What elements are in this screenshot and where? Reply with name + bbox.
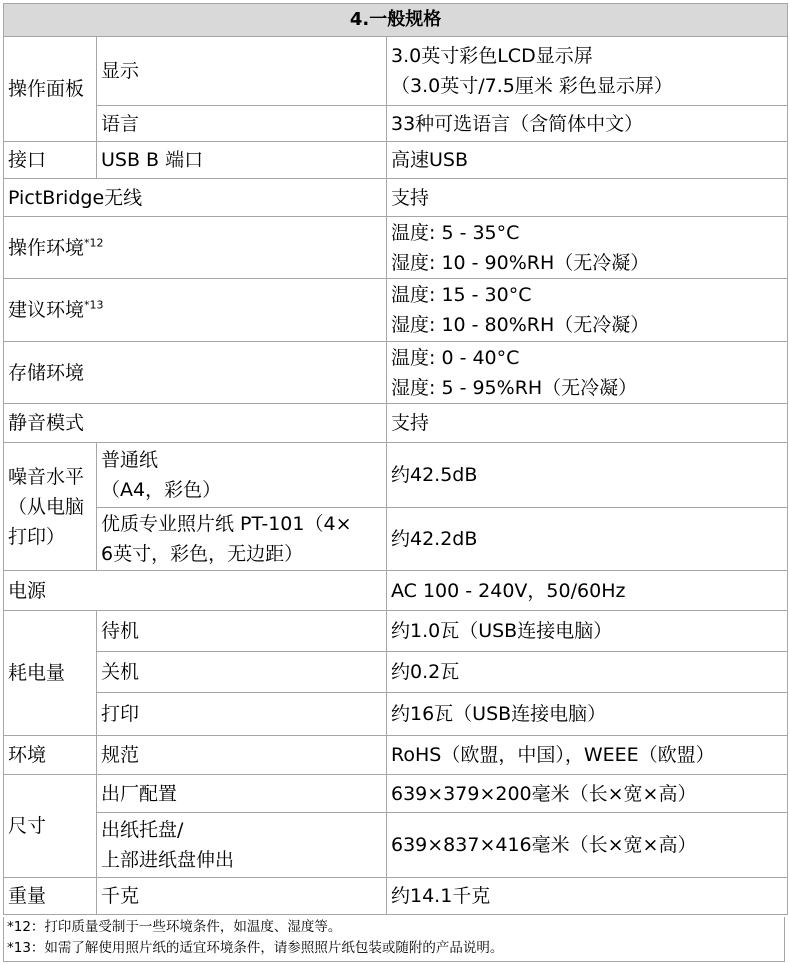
pictbridge-value: 支持 [387, 179, 788, 217]
pictbridge-label: PictBridge无线 [4, 179, 387, 217]
noise-label-line1: 噪音水平 [8, 465, 85, 488]
language-value: 33种可选语言（含简体中文） [387, 106, 788, 142]
environment-sub: 规范 [97, 736, 387, 775]
recommended-env-note-ref: *13 [84, 298, 104, 312]
interface-sub: USB B 端口 [97, 142, 387, 179]
size-label: 尺寸 [4, 775, 97, 878]
operating-env-note-ref: *12 [84, 236, 104, 250]
language-label: 语言 [97, 106, 387, 142]
weight-sub: 千克 [97, 878, 387, 915]
interface-label: 接口 [4, 142, 97, 179]
factory-value: 639×379×200毫米（长×宽×高） [387, 775, 788, 813]
environment-value: RoHS（欧盟，中国），WEEE（欧盟） [387, 736, 788, 775]
display-label: 显示 [97, 37, 387, 106]
print-label: 打印 [97, 693, 387, 736]
weight-label: 重量 [4, 878, 97, 915]
display-value-line2: （3.0英寸/7.5厘米 彩色显示屏） [391, 75, 673, 97]
footnote-13: *13：如需了解使用照片纸的适宜环境条件，请参照照片纸包装或随附的产品说明。 [7, 940, 504, 956]
plain-paper-line2: （A4，彩色） [101, 479, 222, 501]
storage-env-value [387, 342, 788, 404]
operating-env-temp: 温度: 5 - 35°C [391, 221, 520, 244]
photo-paper-line1: 优质专业照片纸 PT-101（4× [101, 513, 352, 535]
plain-paper-label [97, 443, 387, 508]
power-label: 电源 [4, 571, 387, 611]
tray-value: 639×837×416毫米（长×宽×高） [387, 813, 788, 878]
off-label: 关机 [97, 652, 387, 693]
interface-value: 高速USB [387, 142, 788, 179]
photo-paper-line2: 6英寸，彩色，无边距） [101, 543, 304, 565]
plain-paper-line1: 普通纸 [101, 449, 159, 471]
quiet-mode-label: 静音模式 [4, 404, 387, 443]
tray-label-line2: 上部进纸盘伸出 [101, 849, 235, 871]
recommended-env-humidity: 湿度: 10 - 80%RH（无冷凝） [391, 314, 650, 336]
table-title: 4.一般规格 [4, 4, 788, 37]
plain-paper-value: 约42.5dB [387, 443, 788, 508]
recommended-env-temp: 温度: 15 - 30°C [391, 284, 532, 306]
footnote-12: *12：打印质量受制于一些环境条件，如温度、湿度等。 [7, 919, 342, 935]
recommended-env-value [387, 279, 788, 342]
standby-label: 待机 [97, 611, 387, 652]
noise-label [4, 443, 97, 571]
photo-paper-label [97, 508, 387, 571]
consumption-label: 耗电量 [4, 611, 97, 736]
recommended-env-label: 建议环境$^{*13}$ [4, 279, 387, 342]
footnotes [3, 917, 785, 962]
storage-env-label: 存储环境 [4, 342, 387, 404]
print-value: 约16瓦（USB连接电脑） [387, 693, 788, 736]
quiet-mode-value: 支持 [387, 404, 788, 443]
operating-env-value [387, 217, 788, 279]
photo-paper-value: 约42.2dB [387, 508, 788, 571]
off-value: 约0.2瓦 [387, 652, 788, 693]
storage-env-temp: 温度: 0 - 40°C [391, 346, 520, 369]
tray-label-line1: 出纸托盘/ [101, 819, 184, 841]
display-value [387, 37, 788, 106]
factory-label: 出厂配置 [97, 775, 387, 813]
storage-env-humidity: 湿度: 5 - 95%RH（无冷凝） [391, 376, 638, 399]
tray-label [97, 813, 387, 878]
standby-value: 约1.0瓦（USB连接电脑） [387, 611, 788, 652]
operating-env-label: 操作环境$^{*12}$ [4, 217, 387, 279]
weight-value: 约14.1千克 [387, 878, 788, 915]
noise-label-line3: 打印） [8, 525, 66, 548]
power-value: AC 100 - 240V，50/60Hz [387, 571, 788, 611]
panel-label: 操作面板 [4, 37, 97, 142]
display-value-line1: 3.0英寸彩色LCD显示屏 [391, 45, 593, 67]
operating-env-humidity: 湿度: 10 - 90%RH（无冷凝） [391, 251, 650, 274]
noise-label-line2: （从电脑 [8, 495, 85, 518]
environment-label: 环境 [4, 736, 97, 775]
spec-table [3, 3, 788, 915]
